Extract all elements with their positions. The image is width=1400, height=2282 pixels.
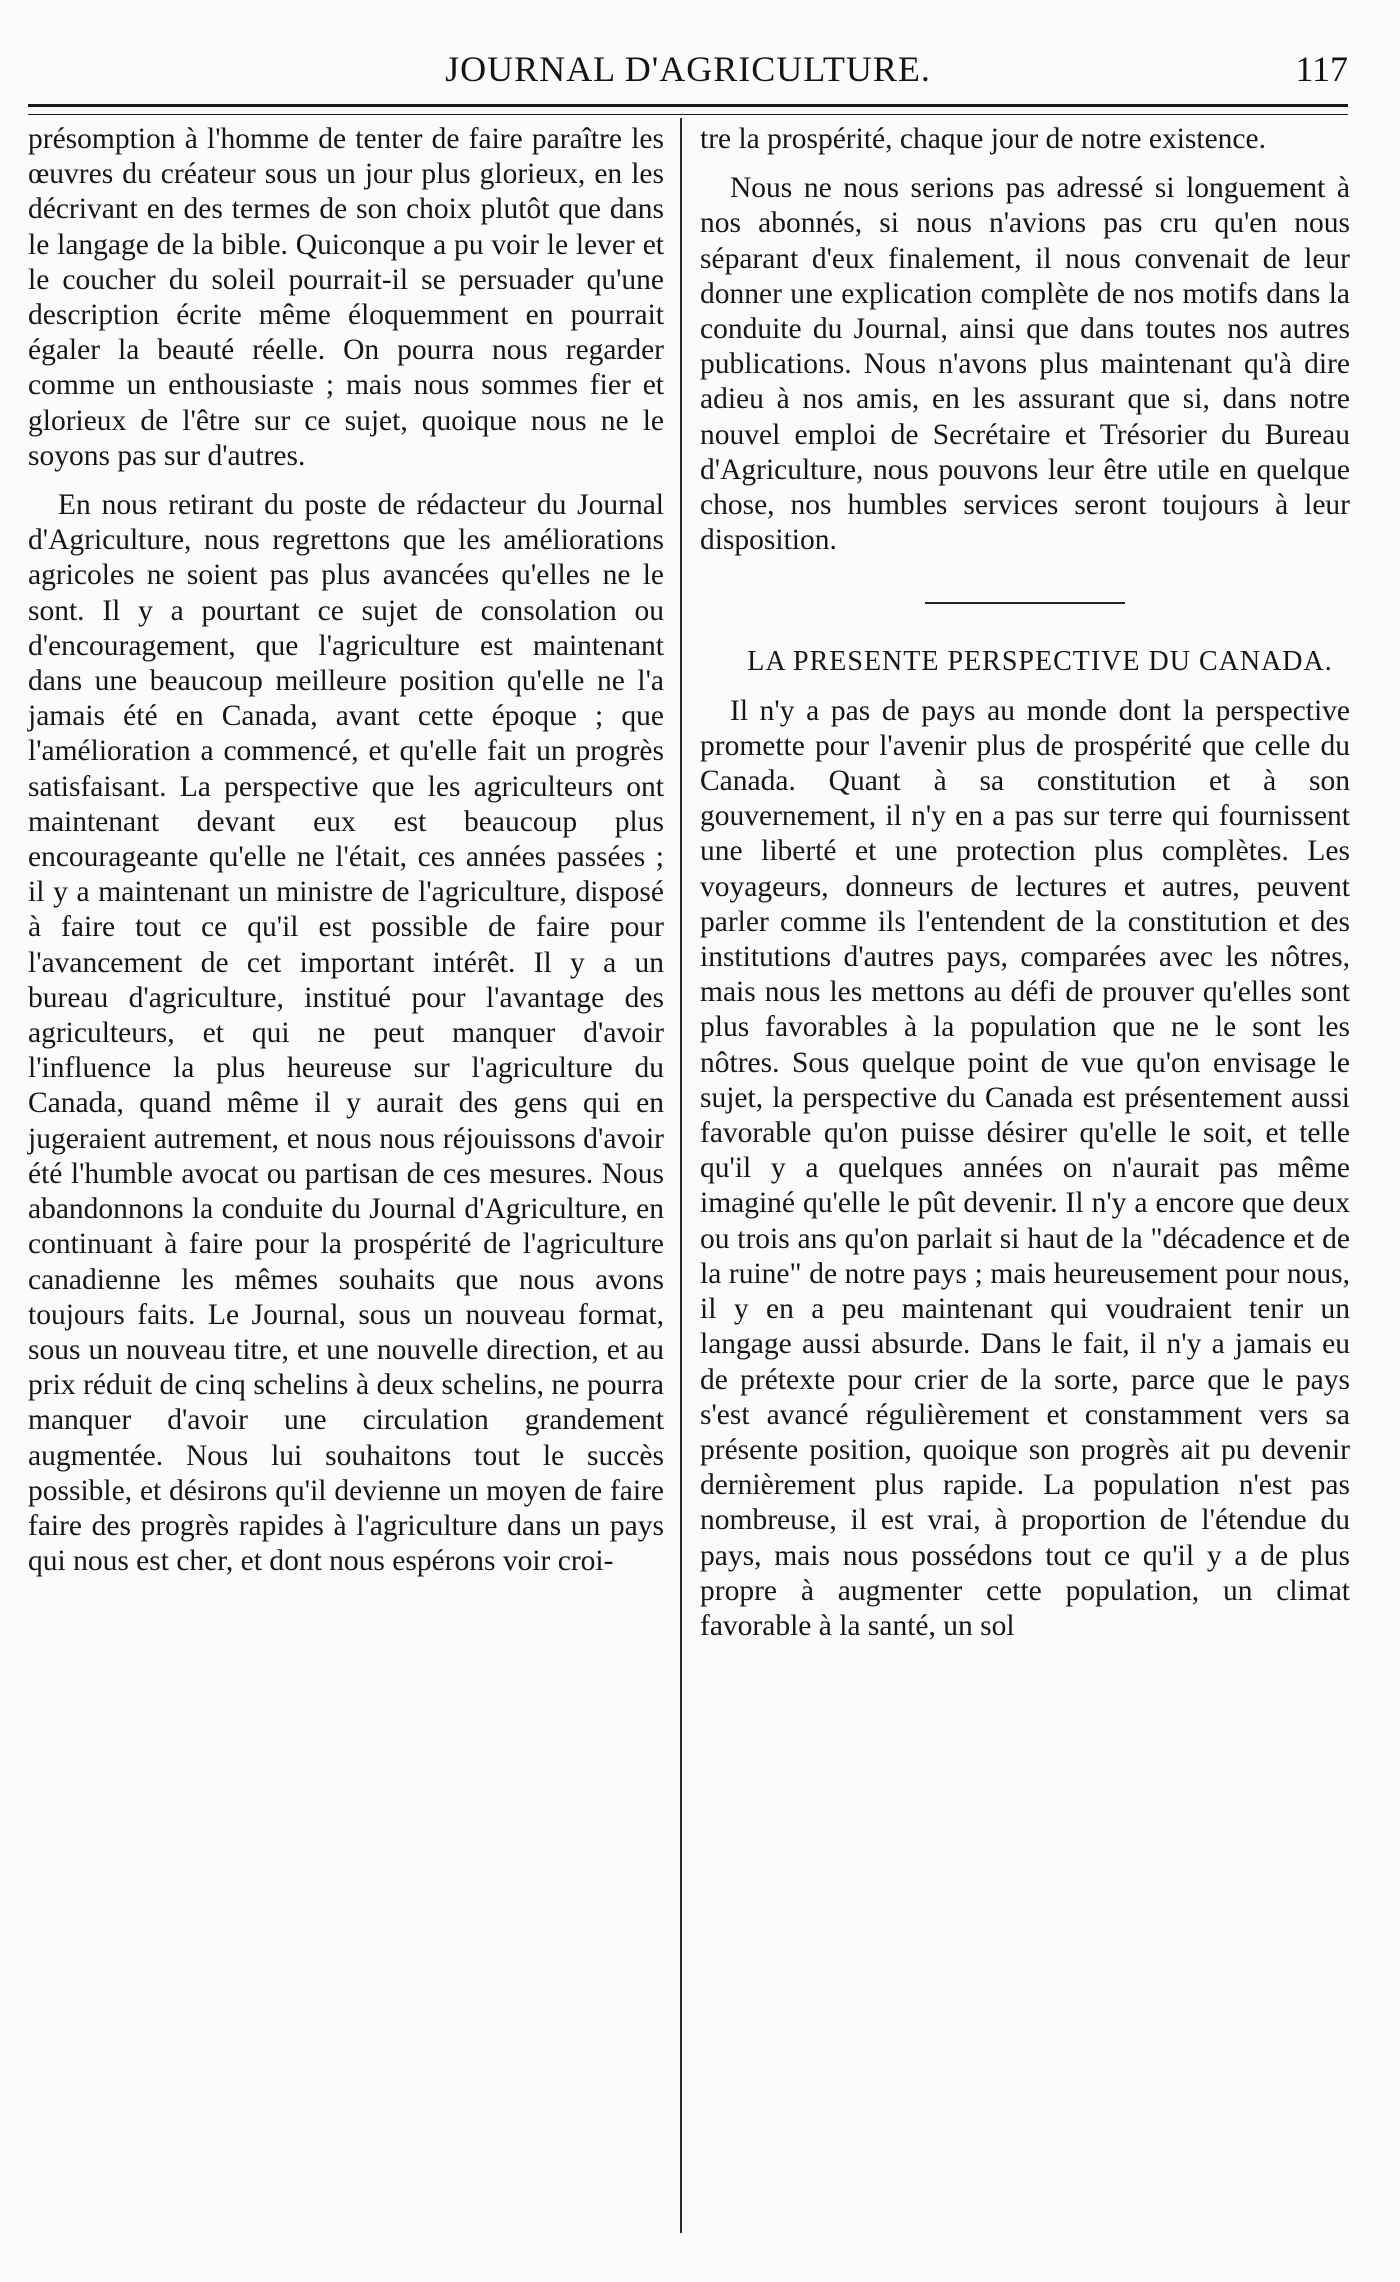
paragraph-retirement: En nous retirant du poste de rédacteur du Journal d'Agriculture, nous regrettons que les améliorations agricoles ne soient pas plus avancées qu'elles ne le sont. Il y a pourtant ce sujet de consolation ou d'encouragement, que l'agriculture est maintenant dans une beaucoup meilleure position qu'elle ne l'a jamais été en Canada, avant cette époque ; que l'amélioration a commencé, et qu'elle fait un progrès satisfaisant. La perspective que les agriculteurs ont maintenant devant eux est beaucoup plus encourageante qu'elle ne l'était, ces années passées ; il y a maintenant un ministre de l'agriculture, disposé à faire tout ce qu'il est possible de faire pour l'avancement de cet important intérêt. Il y a un bureau d'agriculture, institué pour l'avantage des agriculteurs, et qui ne peut manquer d'avoir l'influence la plus heureuse sur l'agriculture du Canada, quand même il y aurait des gens qui en jugeraient autrement, et nous nous réjouissons d'avoir été l'humble avocat ou partisan de ces mesures. Nous abandonnons la conduite du Journal d'Agriculture, en continuant à faire pour la prospérité de l'agriculture canadienne les mêmes souhaits que nous avons toujours faits. Le Journal, sous un nouveau format, sous un nouveau titre, et une nouvelle direction, et au prix réduit de cinq schelins à deux schelins, ne pourra manquer d'avoir une circulation grandement augmentée. Nous lui souhaitons tout le succès possible, et désirons qu'il devienne un moyen de faire faire des progrès rapides à l'agriculture dans un pays qui nous est cher, et dont nous espérons voir croi- <box>28 489 664 1578</box>
paragraph-continued: tre la prospérité, chaque jour de notre existence. <box>700 123 1266 155</box>
running-title: JOURNAL D'AGRICULTURE. <box>445 49 931 89</box>
column-divider <box>680 118 682 2233</box>
right-column <box>700 122 1350 1658</box>
page-header <box>28 48 1348 104</box>
left-column <box>28 122 664 1593</box>
paragraph-perspective: Il n'y a pas de pays au monde dont la perspective promette pour l'avenir plus de prospérité que celle du Canada. Quant à sa constitution et à son gouvernement, il n'y en a pas sur terre qui fournissent une liberté et une protection plus complètes. Les voyageurs, donneurs de lectures et autres, peuvent parler comme ils l'entendent de la constitution et des institutions d'autres pays, comparées avec les nôtres, mais nous les mettons au défi de prouver qu'elles sont plus favorables à la population que ne le sont les nôtres. Sous quelque point de vue qu'on envisage le sujet, la perspective du Canada est présentement aussi favorable qu'on puisse désirer qu'elle le soit, et telle qu'il y a quelques années on n'aurait pas même imaginé qu'elle le pût devenir. Il n'y a encore que deux ou trois ans qu'on parlait si haut de la "décadence et de la ruine" de notre pays ; mais heureusement pour nous, il y en a peu maintenant qui voudraient tenir un langage aussi absurde. Dans le fait, il n'y a jamais eu de prétexte pour crier de la sorte, parce que le pays s'est avancé régulièrement et constamment vers sa présente position, quoique son progrès ait pu devenir dernièrement plus rapide. La population n'est pas nombreuse, il est vrai, à proportion de l'étendue du pays, mais nous possédons tout ce qu'il y a de plus propre à augmenter cette population, un climat favorable à la santé, un sol <box>700 694 1350 1642</box>
paragraph-farewell: Nous ne nous serions pas adressé si longuement à nos abonnés, si nous n'avions pas cru qu'en nous séparant d'eux finalement, il nous convenait de leur donner une explication complète de nos motifs dans la conduite du Journal, ainsi que dans toutes nos autres publications. Nous n'avons plus maintenant qu'à dire adieu à nos amis, en les assurant que si, dans notre nouvel emploi de Secrétaire et Trésorier du Bureau d'Agriculture, nous pouvons leur être utile en quelque chose, nos humbles services seront toujours à leur disposition. <box>700 172 1350 557</box>
section-separator <box>925 602 1125 604</box>
paragraph-continued: présomption à l'homme de tenter de faire paraître les œuvres du créateur sous un jour plus glorieux, en les décrivant en des termes de son choix plutôt que dans le langage de la bible. Quiconque a pu voir le lever et le coucher du soleil pourrait-il se persuader qu'une description écrite même éloquemment en pourrait égaler la beauté réelle. On pourra nous regarder comme un enthousiaste ; mais nous sommes fier et glorieux de l'être sur ce sujet, quoique nous ne le soyons pas sur d'autres. <box>28 123 664 472</box>
section-heading: LA PRESENTE PERSPECTIVE DU CANADA. <box>747 646 1333 678</box>
header-rule <box>28 104 1348 115</box>
page-number: 117 <box>1295 49 1348 89</box>
